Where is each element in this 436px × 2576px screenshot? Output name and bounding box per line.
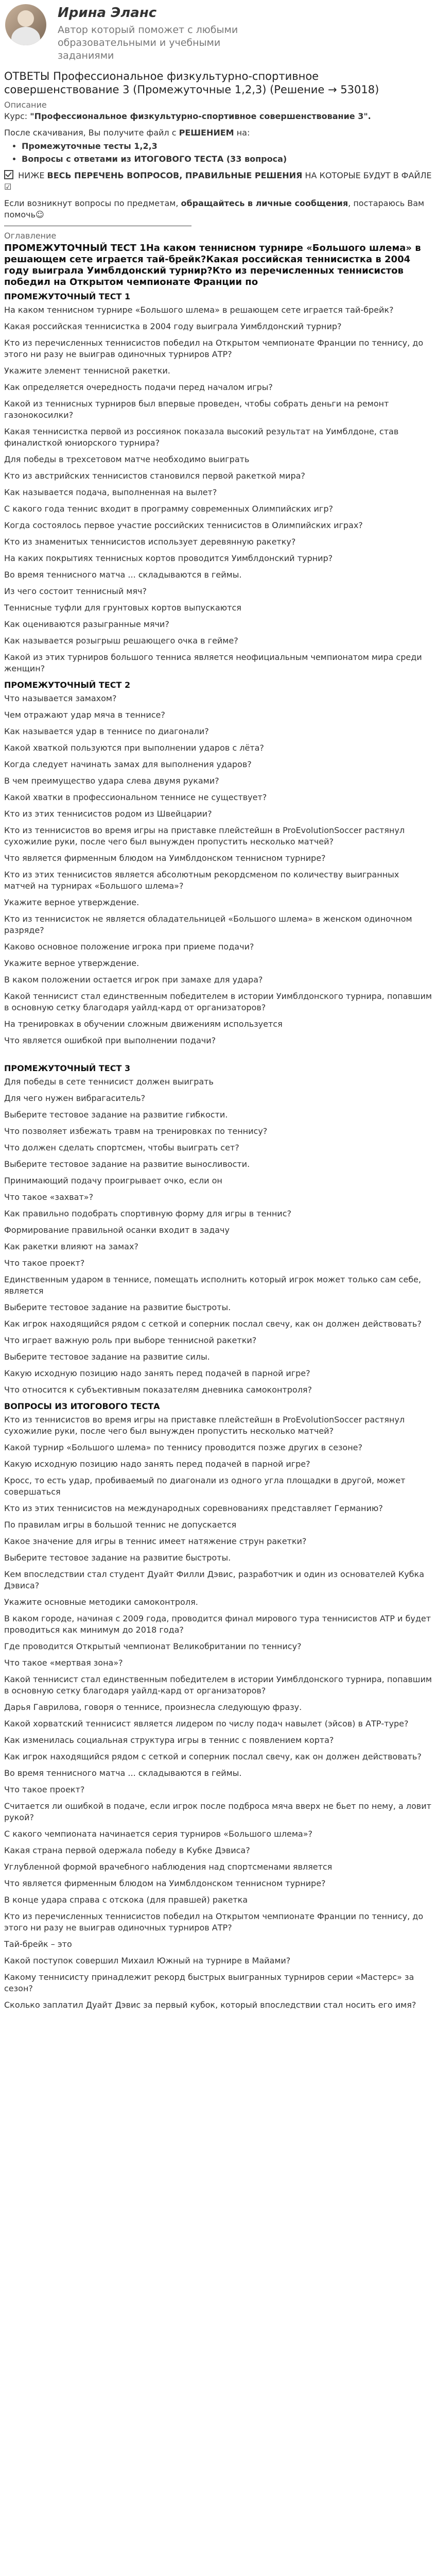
section-title: ПРОМЕЖУТОЧНЫЙ ТЕСТ 3 [4, 1063, 131, 1073]
author-info [58, 4, 274, 62]
question-item: Формирование правильной осанки входит в задачу [4, 1225, 230, 1235]
author-description: Автор который поможет с любыми образовательными и учебными заданиями [58, 24, 238, 61]
question-item: С какого чемпионата начинается серия турниров «Большого шлема»? [4, 1829, 312, 1839]
feature-item: • Вопросы с ответами из ИТОГОВОГО ТЕСТА (33 вопроса) [22, 154, 432, 165]
question-item: Что является ошибкой при выполнении подачи? [4, 1036, 216, 1045]
question-item: Что такое «мертвая зона»? [4, 1658, 123, 1668]
section-title: ВОПРОСЫ ИЗ ИТОГОВОГО ТЕСТА [4, 1401, 160, 1411]
question-item: Какой поступок совершил Михаил Южный на турнире в Майами? [4, 1956, 291, 1965]
question-item: Какому теннисисту принадлежит рекорд быстрых выигранных турниров серии «Мастерс» за сезон? [4, 1972, 414, 1993]
question-item: Как игрок находящийся рядом с сеткой и соперник послал свечу, как он должен действовать? [4, 1752, 422, 1761]
question-item: Как игрок находящийся рядом с сеткой и соперник послал свечу, как он должен действовать? [4, 1319, 422, 1329]
after-download-bold: РЕШЕНИЕМ [179, 128, 234, 138]
question-item: Кто из перечисленных теннисистов победил на Открытом чемпионате Франции по теннису, до этого ни разу не выиграв одиночных турниров АТР? [4, 1911, 424, 1933]
question-item: Как называется удар в теннисе по диагонали? [4, 726, 209, 736]
question-item: Выберите тестовое задание на развитие быстроты. [4, 1302, 231, 1312]
question-item: Кто из теннисистов во время игры на приставке плейстейшн в ProEvolutionSoccer растянул сухожилие руки, после чего был вынужден пропустить несколько матчей? [4, 825, 405, 846]
question-item: Что такое проект? [4, 1258, 85, 1268]
author-name[interactable]: Ирина Эланс [58, 5, 157, 21]
checklist-emoji-icon: ☑ [4, 182, 12, 192]
question-item: Что должен сделать спортсмен, чтобы выиграть сет? [4, 1143, 239, 1153]
question-item: На каком теннисном турнире «Большого шлема» в решающем сете играется тай-брейк? [4, 305, 394, 315]
spacer [4, 1052, 432, 1060]
question-item: Тай-брейк – это [4, 1939, 72, 1949]
question-item: Углубленной формой врачебного наблюдения над спортсменами является [4, 1862, 333, 1872]
question-item: Единственным ударом в теннисе, помещать исполнить который игрок может только сам себе, является [4, 1275, 421, 1296]
question-item: Какой теннисист стал единственным победителем в истории Уимблдонского турнира, попавшим в основную сетку благодаря уайлд-кард от организаторов? [4, 991, 432, 1012]
question-item: Какой турнир «Большого шлема» по теннису проводится позже других в сезоне? [4, 1443, 363, 1452]
question-item: Кем впоследствии стал студент Дуайт Филли Дэвис, разработчик и один из основателей Кубка Дэвиса? [4, 1569, 424, 1590]
question-item: Какой хорватский теннисист является лидером по числу подач навылет (эйсов) в АТР-туре? [4, 1719, 409, 1728]
question-item: Кто из этих теннисистов родом из Швейцарии? [4, 809, 212, 819]
question-item: Каково основное положение игрока при приеме подачи? [4, 942, 254, 952]
question-item: Кто из теннисистов во время игры на приставке плейстейшн в ProEvolutionSoccer растянул сухожилие руки, после чего был вынужден пропустить несколько матчей? [4, 1415, 405, 1436]
question-item: Что такое проект? [4, 1785, 85, 1794]
feature-item: • Промежуточные тесты 1,2,3 [22, 141, 432, 152]
question-item: Выберите тестовое задание на развитие гибкости. [4, 1110, 228, 1120]
questions-suffix: , постараюсь Вам помочь [4, 198, 425, 219]
question-item: Во время теннисного матча ... складываются в геймы. [4, 570, 242, 580]
section-3 [4, 1063, 432, 1396]
question-list [4, 1076, 432, 1396]
question-item: Что такое «захват»? [4, 1192, 94, 1202]
question-item: Теннисные туфли для грунтовых кортов выпускаются [4, 603, 241, 613]
question-item: Чем отражают удар мяча в теннисе? [4, 710, 165, 720]
question-item: Какое значение для игры в теннис имеет натяжение струн ракетки? [4, 1536, 307, 1546]
question-item: Что называется замахом? [4, 693, 117, 703]
section-2 [4, 680, 432, 1046]
question-item: По правилам игры в большой теннис не допускается [4, 1520, 237, 1530]
question-item: Кросс, то есть удар, пробиваемый по диагонали из одного угла площадки в другой, может совершаться [4, 1476, 406, 1497]
question-item: Что относится к субъективным показателям дневника самоконтроля? [4, 1385, 312, 1395]
question-item: Какой хватки в профессиональном теннисе не существует? [4, 792, 267, 802]
toc-label: Оглавление [4, 231, 57, 241]
question-item: Считается ли ошибкой в подаче, если игрок после подброса мяча вверх не бьет по нему, а ловит рукой? [4, 1801, 431, 1822]
smile-icon: ☺ [36, 210, 44, 219]
question-item: В конце удара справа с отскока (для правшей) ракетка [4, 1895, 248, 1905]
question-item: Какой из этих турниров большого тенниса является неофициальным чемпионатом мира среди женщин? [4, 652, 422, 673]
question-list [4, 693, 432, 1046]
question-item: Какую исходную позицию надо занять перед подачей в парной игре? [4, 1459, 310, 1469]
course-name: "Профессиональное физкультурно-спортивное совершенствование 3". [30, 111, 371, 121]
question-item: Во время теннисного матча ... складываются в геймы. [4, 1768, 242, 1778]
question-item: Кто из этих теннисистов на международных соревнованиях представляет Германию? [4, 1503, 383, 1513]
question-item: Выберите тестовое задание на развитие быстроты. [4, 1553, 231, 1563]
question-list [4, 304, 432, 674]
question-item: Выберите тестовое задание на развитие выносливости. [4, 1159, 250, 1169]
question-item: Дарья Гаврилова, говоря о теннисе, произнесла следующую фразу. [4, 1702, 302, 1712]
document-content [0, 70, 436, 2011]
checkbox-icon [4, 170, 13, 179]
document-title: ОТВЕТЫ Профессиональное физкультурно-спортивное совершенствование 3 (Промежуточные 1,2,3) (Решение → 53018) [4, 70, 379, 96]
course-line [4, 111, 432, 122]
after-download-suffix: на: [234, 128, 250, 138]
question-item: Как определяется очередность подачи перед началом игры? [4, 382, 273, 392]
question-item: Как правильно подобрать спортивную форму для игры в теннис? [4, 1209, 291, 1218]
question-item: Из чего состоит теннисный мяч? [4, 586, 147, 596]
question-item: С какого года теннис входит в программу современных Олимпийских игр? [4, 504, 333, 514]
question-item: Какой из теннисных турниров был впервые проведен, чтобы собрать деньги на ремонт газонокосилки? [4, 399, 389, 420]
toc-heading: ПРОМЕЖУТОЧНЫЙ ТЕСТ 1На каком теннисном турнире «Большого шлема» в решающем сете играется тай-брейк?Какая российская теннисистка в 2004 году выиграла Уимблдонский турнир?Кто из перечисленных теннисистов победил на Открытом чемпионате Франции по [4, 243, 421, 287]
question-item: Для победы в трехсетовом матче необходимо выиграть [4, 454, 250, 464]
after-download-line [4, 127, 432, 139]
question-item: Какой хваткой пользуются при выполнении ударов с лёта? [4, 743, 264, 753]
question-item: Что играет важную роль при выборе теннисной ракетки? [4, 1335, 257, 1345]
section-4 [4, 1401, 432, 2011]
question-item: Что является фирменным блюдом на Уимблдонском теннисном турнире? [4, 1878, 326, 1888]
question-item: Как называется подача, выполненная на вылет? [4, 487, 217, 497]
question-item: Кто из теннисисток не является обладательницей «Большого шлема» в женском одиночном разряде? [4, 914, 412, 935]
question-item: В каком городе, начиная с 2009 года, проводится финал мирового тура теннисистов ATP и будет проводиться как минимум до 2018 года? [4, 1614, 431, 1635]
question-item: Как оцениваются разыгранные мячи? [4, 619, 169, 629]
question-item: Как называется розыгрыш решающего очка в гейме? [4, 636, 238, 646]
question-item: Кто из знаменитых теннисистов использует деревянную ракетку? [4, 537, 296, 547]
checklist-prefix: НИЖЕ [15, 171, 47, 180]
question-item: На каких покрытиях теннисных кортов проводится Уимблдонский турнир? [4, 553, 333, 563]
question-item: Для чего нужен вибрагаситель? [4, 1093, 146, 1103]
question-item: Когда состоялось первое участие российских теннисистов в Олимпийских играх? [4, 520, 363, 530]
question-item: На тренировках в обучении сложным движениям используется [4, 1019, 283, 1029]
question-item: Какая страна первой одержала победу в Кубке Дэвиса? [4, 1845, 250, 1855]
question-list [4, 1414, 432, 2011]
checklist-line [4, 170, 432, 193]
checklist-bold: ВЕСЬ ПЕРЕЧЕНЬ ВОПРОСОВ, ПРАВИЛЬНЫЕ РЕШЕНИЯ [47, 171, 303, 180]
features-list [4, 141, 432, 165]
question-item: Какой теннисист стал единственным победителем в истории Уимблдонского турнира, попавшим в основную сетку благодаря уайлд-кард от организаторов? [4, 1674, 432, 1696]
question-item: Когда следует начинать замах для выполнения ударов? [4, 759, 252, 769]
question-item: Укажите верное утверждение. [4, 958, 139, 968]
question-item: Укажите элемент теннисной ракетки. [4, 366, 170, 376]
author-header [0, 0, 436, 64]
question-item: Кто из этих теннисистов является абсолютным рекордсменом по количеству выигранных матчей на турнирах «Большого шлема»? [4, 870, 399, 891]
question-item: Что является фирменным блюдом на Уимблдонском теннисном турнире? [4, 853, 326, 863]
checklist-suffix: НА КОТОРЫЕ БУДУТ В ФАЙЛЕ [302, 171, 432, 180]
question-item: Кто из австрийских теннисистов становился первой ракеткой мира? [4, 471, 305, 481]
question-item: Как ракетки влияют на замах? [4, 1242, 138, 1251]
question-item: Какую исходную позицию надо занять перед подачей в парной игре? [4, 1368, 310, 1378]
question-item: В каком положении остается игрок при замахе для удара? [4, 975, 263, 985]
question-item: Принимающий подачу проигрывает очко, если он [4, 1176, 222, 1185]
questions-bold: обращайтесь в личные сообщения [181, 198, 348, 208]
section-1 [4, 291, 432, 674]
question-item: Укажите верное утверждение. [4, 897, 139, 907]
question-item: Для победы в сете теннисист должен выиграть [4, 1077, 214, 1087]
after-download-prefix: После скачивания, Вы получите файл с [4, 128, 179, 138]
question-item: Кто из перечисленных теннисистов победил на Открытом чемпионате Франции по теннису, до этого ни разу не выиграв одиночных турниров АТР? [4, 338, 424, 359]
question-item: Какая теннисистка первой из россиянок показала высокий результат на Уимблдоне, став финалисткой юниорского турнира? [4, 427, 399, 448]
question-item: Где проводится Открытый чемпионат Великобритании по теннису? [4, 1641, 302, 1651]
questions-line [4, 198, 432, 221]
question-item: Что позволяет избежать травм на тренировках по теннису? [4, 1126, 268, 1136]
question-item: Сколько заплатил Дуайт Дэвис за первый кубок, который впоследствии стал носить его имя? [4, 2000, 416, 2010]
course-prefix: Курс: [4, 111, 30, 121]
section-title: ПРОМЕЖУТОЧНЫЙ ТЕСТ 2 [4, 680, 131, 690]
question-item: Как изменилась социальная структура игры в теннис с появлением корта? [4, 1735, 334, 1745]
description-label: Описание [4, 100, 47, 110]
question-item: В чем преимущество удара слева двумя руками? [4, 776, 219, 786]
author-avatar[interactable] [5, 4, 46, 45]
question-item: Выберите тестовое задание на развитие силы. [4, 1352, 210, 1362]
questions-prefix: Если возникнут вопросы по предметам, [4, 198, 181, 208]
question-item: Укажите основные методики самоконтроля. [4, 1597, 198, 1607]
section-title: ПРОМЕЖУТОЧНЫЙ ТЕСТ 1 [4, 292, 131, 301]
question-item: Какая российская теннисистка в 2004 году выиграла Уимблдонский турнир? [4, 321, 342, 331]
